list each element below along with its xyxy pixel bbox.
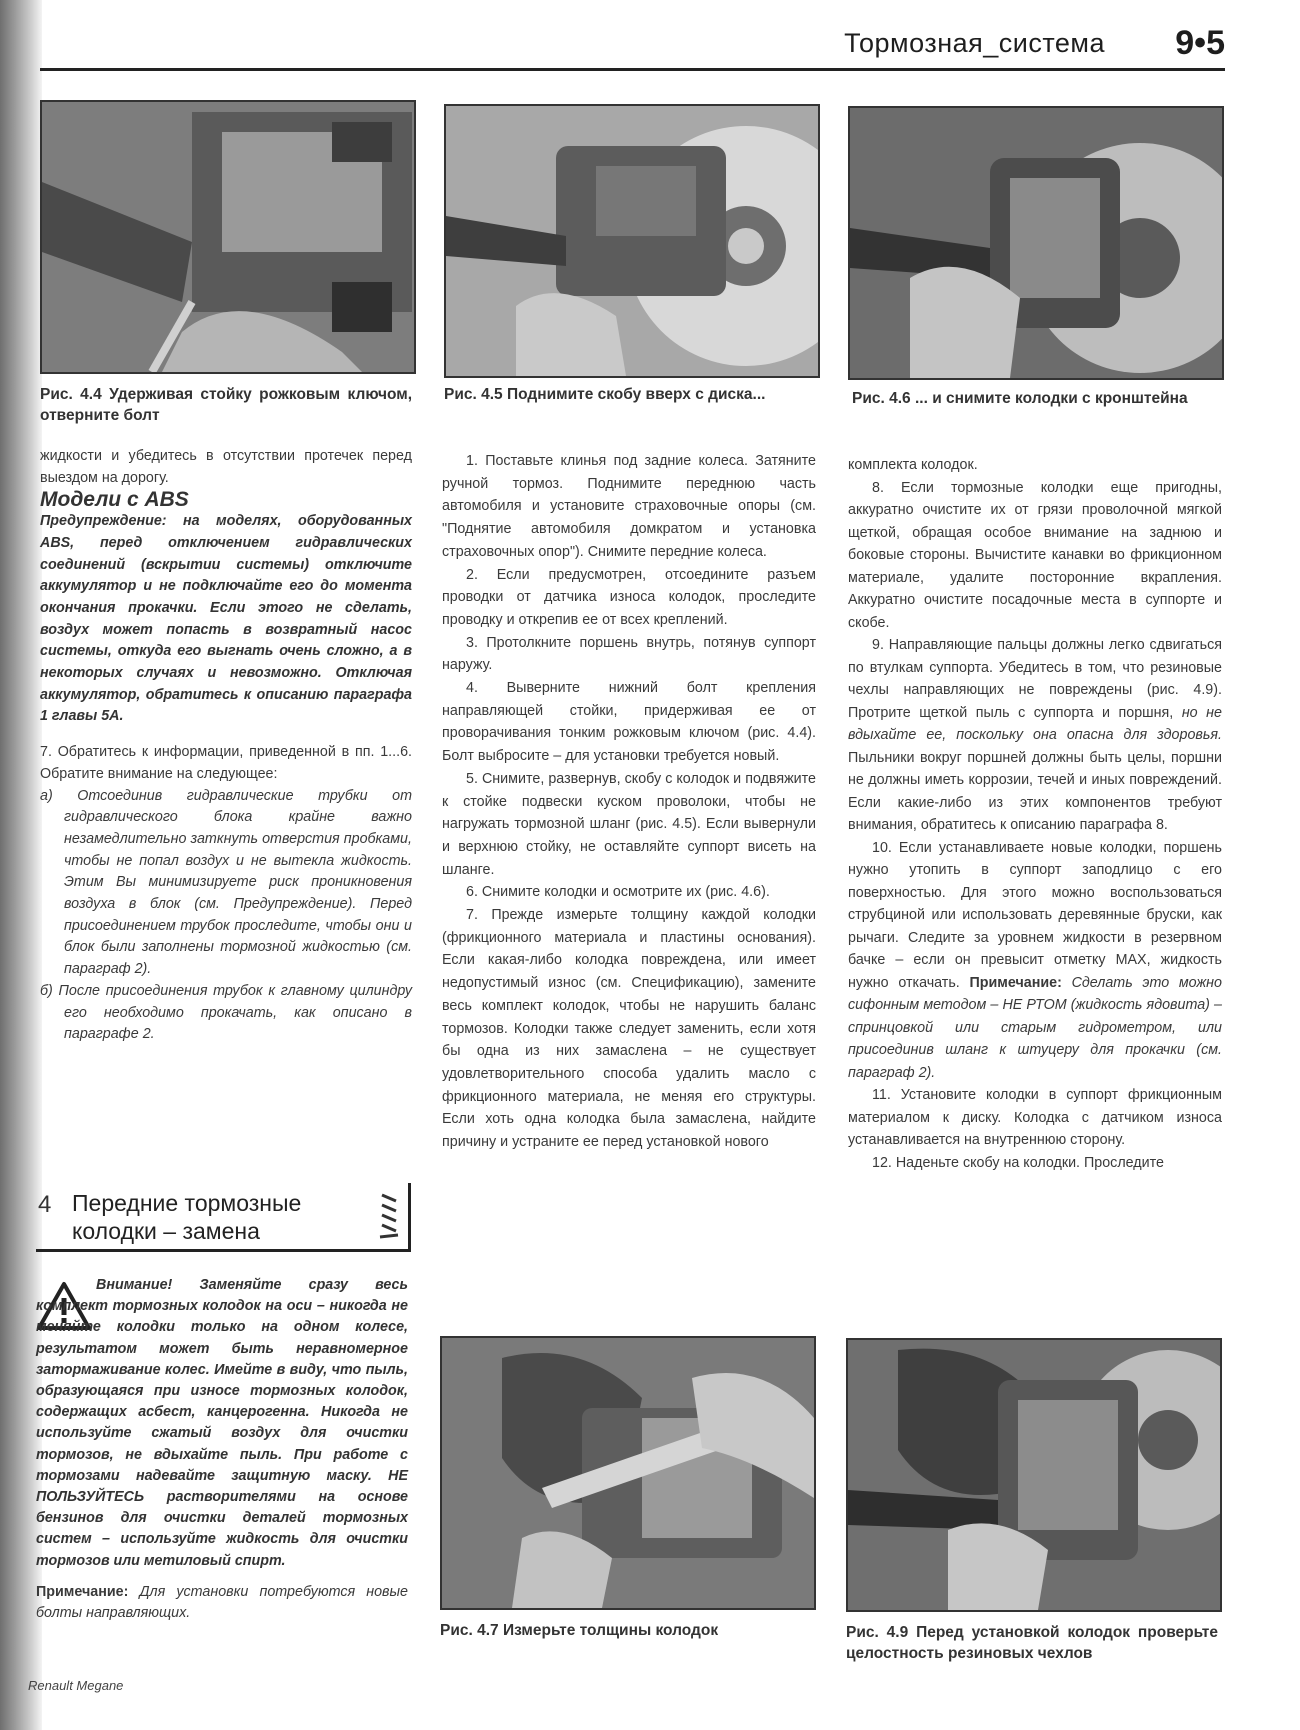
paragraph: 6. Снимите колодки и осмотрите их (рис. 4.6).: [466, 884, 770, 901]
photo-fig-4-7: [440, 1336, 816, 1610]
list-item: б) После присоединения трубок к главному цилиндру его необходимо прокачать, как описано в параграфе 2.: [40, 982, 412, 1043]
paragraph: [848, 837, 1222, 1085]
caption-fig-4-4: [40, 384, 412, 426]
caption-label: Рис. 4.5: [444, 386, 503, 403]
paragraph: [848, 634, 1222, 837]
note-text: Сделать это можно сифонным методом – НЕ РТОМ (жидкость ядовита) – спринцовкой или старым гидрометром, или присоединив шланг к штуцеру для прокачки (см. параграф 2).: [848, 974, 1222, 1081]
caption-label: Рис. 4.6: [852, 390, 911, 407]
wrench-difficulty-icon: [376, 1191, 402, 1243]
photo-fig-4-5: [444, 104, 820, 378]
page-header: [40, 26, 1225, 71]
subheading-abs: Модели с ABS: [40, 488, 189, 512]
text-column-2: [442, 450, 816, 1154]
photo-fig-4-9: [846, 1338, 1222, 1612]
text-column-1: [40, 446, 412, 1046]
paragraph: 12. Наденьте скобу на колодки. Проследите: [872, 1154, 1164, 1171]
section-number: 4: [38, 1191, 52, 1218]
section-title: Передние тормозные колодки – замена: [72, 1190, 302, 1244]
paragraph: 3. Протолкните поршень внутрь, потянув суппорт наружу.: [442, 634, 816, 674]
paragraph: 2. Если предусмотрен, отсоедините разъем проводки от датчика износа колодок, проследите проводку и открепив ее от всех креплений.: [442, 566, 816, 628]
caption-text: Поднимите скобу вверх с диска...: [506, 386, 766, 403]
caption-text: Измерьте толщины колодок: [502, 1622, 719, 1639]
caption-text: Перед установкой колодок проверьте целостность резиновых чехлов: [846, 1624, 1218, 1662]
caption-fig-4-9: [846, 1622, 1218, 1664]
paragraph-part: 10. Если устанавливаете новые колодки, поршень нужно утопить в суппорт заподлицо с его поверхностью. Для этого можно воспользоваться струбциной или использовать деревянные бруски, как рычаги. Следите за уровнем жидкости в резервном бачке – если он превысит отметку MAX, жидкость нужно откачать.: [848, 839, 1222, 991]
caption-text: Удерживая стойку рожковым ключом, отверните болт: [40, 386, 412, 424]
caption-label: Рис. 4.9: [846, 1624, 909, 1641]
note: [36, 1582, 408, 1624]
caption-fig-4-6: [852, 388, 1224, 409]
paragraph-part: 9. Направляющие пальцы должны легко сдвигаться по втулкам суппорта. Убедитесь в том, что резиновые чехлы направляющих не повреждены (рис. 4.9). Протрите щеткой пыль с суппорта и поршня,: [848, 637, 1222, 721]
note-label: Примечание:: [969, 974, 1062, 991]
caption-label: Рис. 4.7: [440, 1622, 499, 1639]
note-label: Примечание:: [36, 1583, 129, 1600]
paragraph: комплекта колодок.: [848, 457, 978, 473]
abs-warning: Предупреждение: на моделях, оборудованных ABS, перед отключением гидравлических соединений (вскрытии системы) отключите аккумулятор и не подключайте его до момента окончания прокачки. Если этого не сделать, воздух может попасть в возвратный насос системы, откуда его выгнать очень сложно, а в некоторых случаях и невозможно. Отключая аккумулятор, обратитесь к описанию параграфа 1 главы 5А.: [40, 513, 412, 725]
paragraph: 7. Прежде измерьте толщину каждой колодки (фрикционного материала и пластины основания). Если какая-либо колодка повреждена, или имеет недопустимый износ (см. Спецификацию), замените весь комплект колодок, чтобы не нарушить баланс тормозов. Колодки также следует заменить, если хотя бы одна из них замаслена – не существует удовлетворительного способа удалить масло с фрикционного материала, не меняя его структуры. Если хоть одна колодка была замаслена, найдите причину и устраните ее перед установкой нового: [442, 907, 816, 1151]
section-heading: [36, 1183, 411, 1252]
caption-fig-4-5: [444, 384, 816, 405]
paragraph: 5. Снимите, развернув, скобу с колодок и подвяжите к стойке подвески куском проволоки, чтобы не нагружать тормозной шланг (рис. 4.5). Если вывернули и верхнюю стойку, не оставляйте суппорт висеть на шланге.: [442, 770, 816, 878]
note-text: Для установки потребуются новые болты направляющих.: [36, 1583, 408, 1622]
paragraph: 1. Поставьте клинья под задние колеса. Затяните ручной тормоз. Поднимите переднюю часть автомобиля и установите страховочные опоры (см. "Поднятие автомобиля домкратом и установка страховочных опор"). Снимите передние колеса.: [442, 453, 816, 560]
photo-fig-4-6: [848, 106, 1224, 380]
caption-fig-4-7: [440, 1620, 812, 1641]
text-column-3: [848, 454, 1222, 1174]
warning-text: Внимание! Заменяйте сразу весь комплект тормозных колодок на оси – никогда не меняйте колодки только на одном колесе, результатом может быть неравномерное затормаживание колес. Имейте в виду, что пыль, образующаяся при износе тормозных колодок, содержащих асбест, канцерогенна. Никогда не используйте сжатый воздух для очистки тормозов, не вдыхайте пыль. При работе с тормозами надевайте защитную маску. НЕ ПОЛЬЗУЙТЕСЬ растворителями на основе бензинов для очистки деталей тормозных систем – используйте жидкость для очистки тормозов или метиловый спирт.: [36, 1277, 408, 1569]
photo-fig-4-4: [40, 100, 416, 374]
list-item: а) Отсоединив гидравлические трубки от гидравлического блока крайне важно незамедлительно заткнуть отверстия пробками, чтобы не попал воздух и не вытекла жидкость. Этим Вы минимизируете риск проникновения воздуха в блок (см. Предупреждение). Перед присоединением трубок проследите, чтобы они и блок были заполнены тормозной жидкостью (см. параграф 2).: [40, 787, 412, 978]
caption-label: Рис. 4.4: [40, 386, 102, 403]
paragraph: 7. Обратитесь к информации, приведенной в пп. 1...6. Обратите внимание на следующее:: [40, 744, 412, 782]
paragraph: жидкости и убедитесь в отсутствии протечек перед выездом на дорогу.: [40, 448, 412, 486]
footer-book-title: Renault Megane: [28, 1678, 124, 1693]
section-warning: [36, 1275, 408, 1624]
paragraph: 8. Если тормозные колодки еще пригодны, аккуратно очистите их от грязи проволочной мягкой щеткой, обращая особое внимание на заднюю и боковые стороны. Вычистите канавки во фрикционном материале, удалите посторонние вкрапления. Аккуратно очистите посадочные места в суппорте и скобе.: [848, 479, 1222, 631]
paragraph: 4. Выверните нижний болт крепления направляющей стойки, придерживая ее от проворачивания тонким рожковым ключом (рис. 4.4). Болт выбросите – для установки требуется новый.: [442, 680, 816, 765]
chapter-title: Тормозная_система: [844, 28, 1105, 58]
page-number: 9•5: [1175, 24, 1225, 62]
paragraph: 11. Установите колодки в суппорт фрикционным материалом к диску. Колодка с датчиком износа устанавливается на внутреннюю сторону.: [848, 1087, 1222, 1148]
paragraph-part: Пыльники вокруг поршней должны быть целы, поршни не должны иметь коррозии, течей и иных повреждений. Если какие-либо из этих компонентов требуют внимания, обратитесь к описанию параграфа 8.: [848, 749, 1222, 833]
paragraph-part: но не вдыхайте ее, поскольку она опасна для здоровья.: [848, 704, 1222, 743]
caption-text: ... и снимите колодки с кронштейна: [914, 390, 1188, 407]
